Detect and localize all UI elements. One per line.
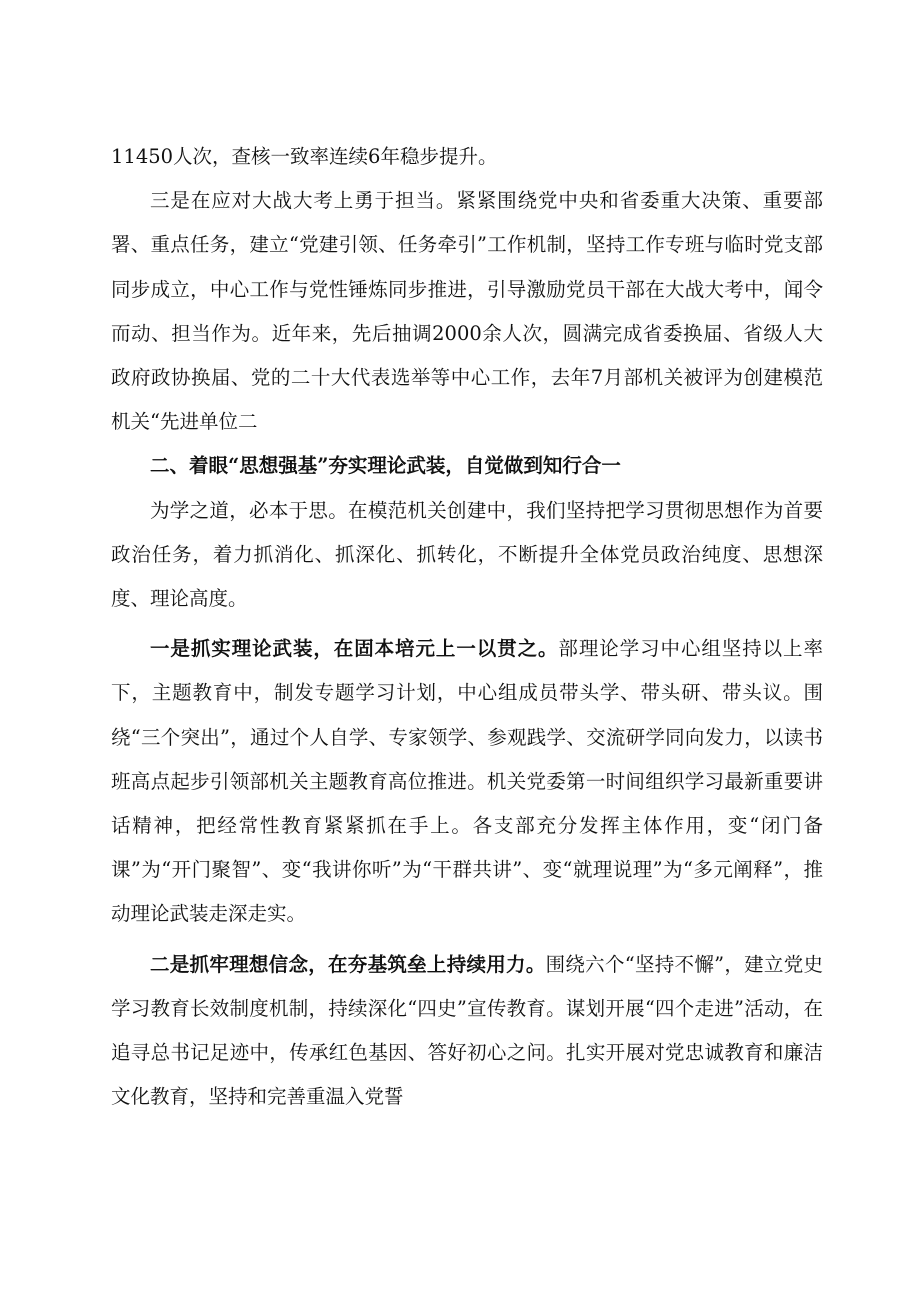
paragraph-text: 围绕六个“坚持不懈”，建立党史学习教育长效制度机制，持续深化“四史”宣传教育。谋划开展“四个走进”活动，在追寻总书记足迹中，传承红色基因、答好初心之问。扎实开展对党忠诚教育和廉洁文化教育，坚持和完善重温入党誓 [111, 952, 823, 1109]
paragraph-lead: 一是抓实理论武装，在固本培元上一以贯之。 [150, 637, 559, 661]
paragraph-text: 三是在应对大战大考上勇于担当。紧紧围绕党中央和省委重大决策、重要部署、重点任务，建立“党建引领、任务牵引”工作机制，坚持工作专班与临时党支部同步成立，中心工作与党性锤炼同步推进，引导激励党员干部在大战大考中，闻令而动、担当作为。近年来，先后抽调2000余人次，圆满完成省委换届、省级人大政府政协换届、党的二十大代表选举等中心工作，去年7月部机关被评为创建模范机关“先进单位二 [111, 189, 823, 434]
section-heading-text: 二、着眼“思想强基”夯实理论武装，自觉做到知行合一 [150, 454, 621, 478]
paragraph-text: 部理论学习中心组坚持以上率下，主题教育中，制发专题学习计划，中心组成员带头学、带头研、带头议。围绕“三个突出”，通过个人自学、专家领学、参观践学、交流研学同向发力，以读书班高点起步引领部机关主题教育高位推进。机关党委第一时间组织学习最新重要讲话精神，把经常性教育紧紧抓在手上。各支部充分发挥主体作用，变“闭门备课”为“开门聚智”、变“我讲你听”为“干群共讲”、变“就理说理”为“多元阐释”，推动理论武装走深走实。 [111, 637, 823, 926]
document-body [111, 135, 823, 1119]
section-heading [111, 444, 823, 488]
paragraph-continuation [111, 135, 823, 179]
paragraph-lead: 二是抓牢理想信念，在夯基筑垒上持续用力。 [150, 952, 546, 976]
paragraph-text: 11450人次，查核一致率连续6年稳步提升。 [111, 145, 498, 168]
paragraph-point-one [111, 627, 823, 936]
paragraph-third-point [111, 179, 823, 444]
paragraph-intro [111, 489, 823, 622]
paragraph-point-two [111, 943, 823, 1120]
paragraph-text: 为学之道，必本于思。在模范机关创建中，我们坚持把学习贯彻思想作为首要政治任务，着力抓消化、抓深化、抓转化，不断提升全体党员政治纯度、思想深度、理论高度。 [111, 498, 823, 611]
